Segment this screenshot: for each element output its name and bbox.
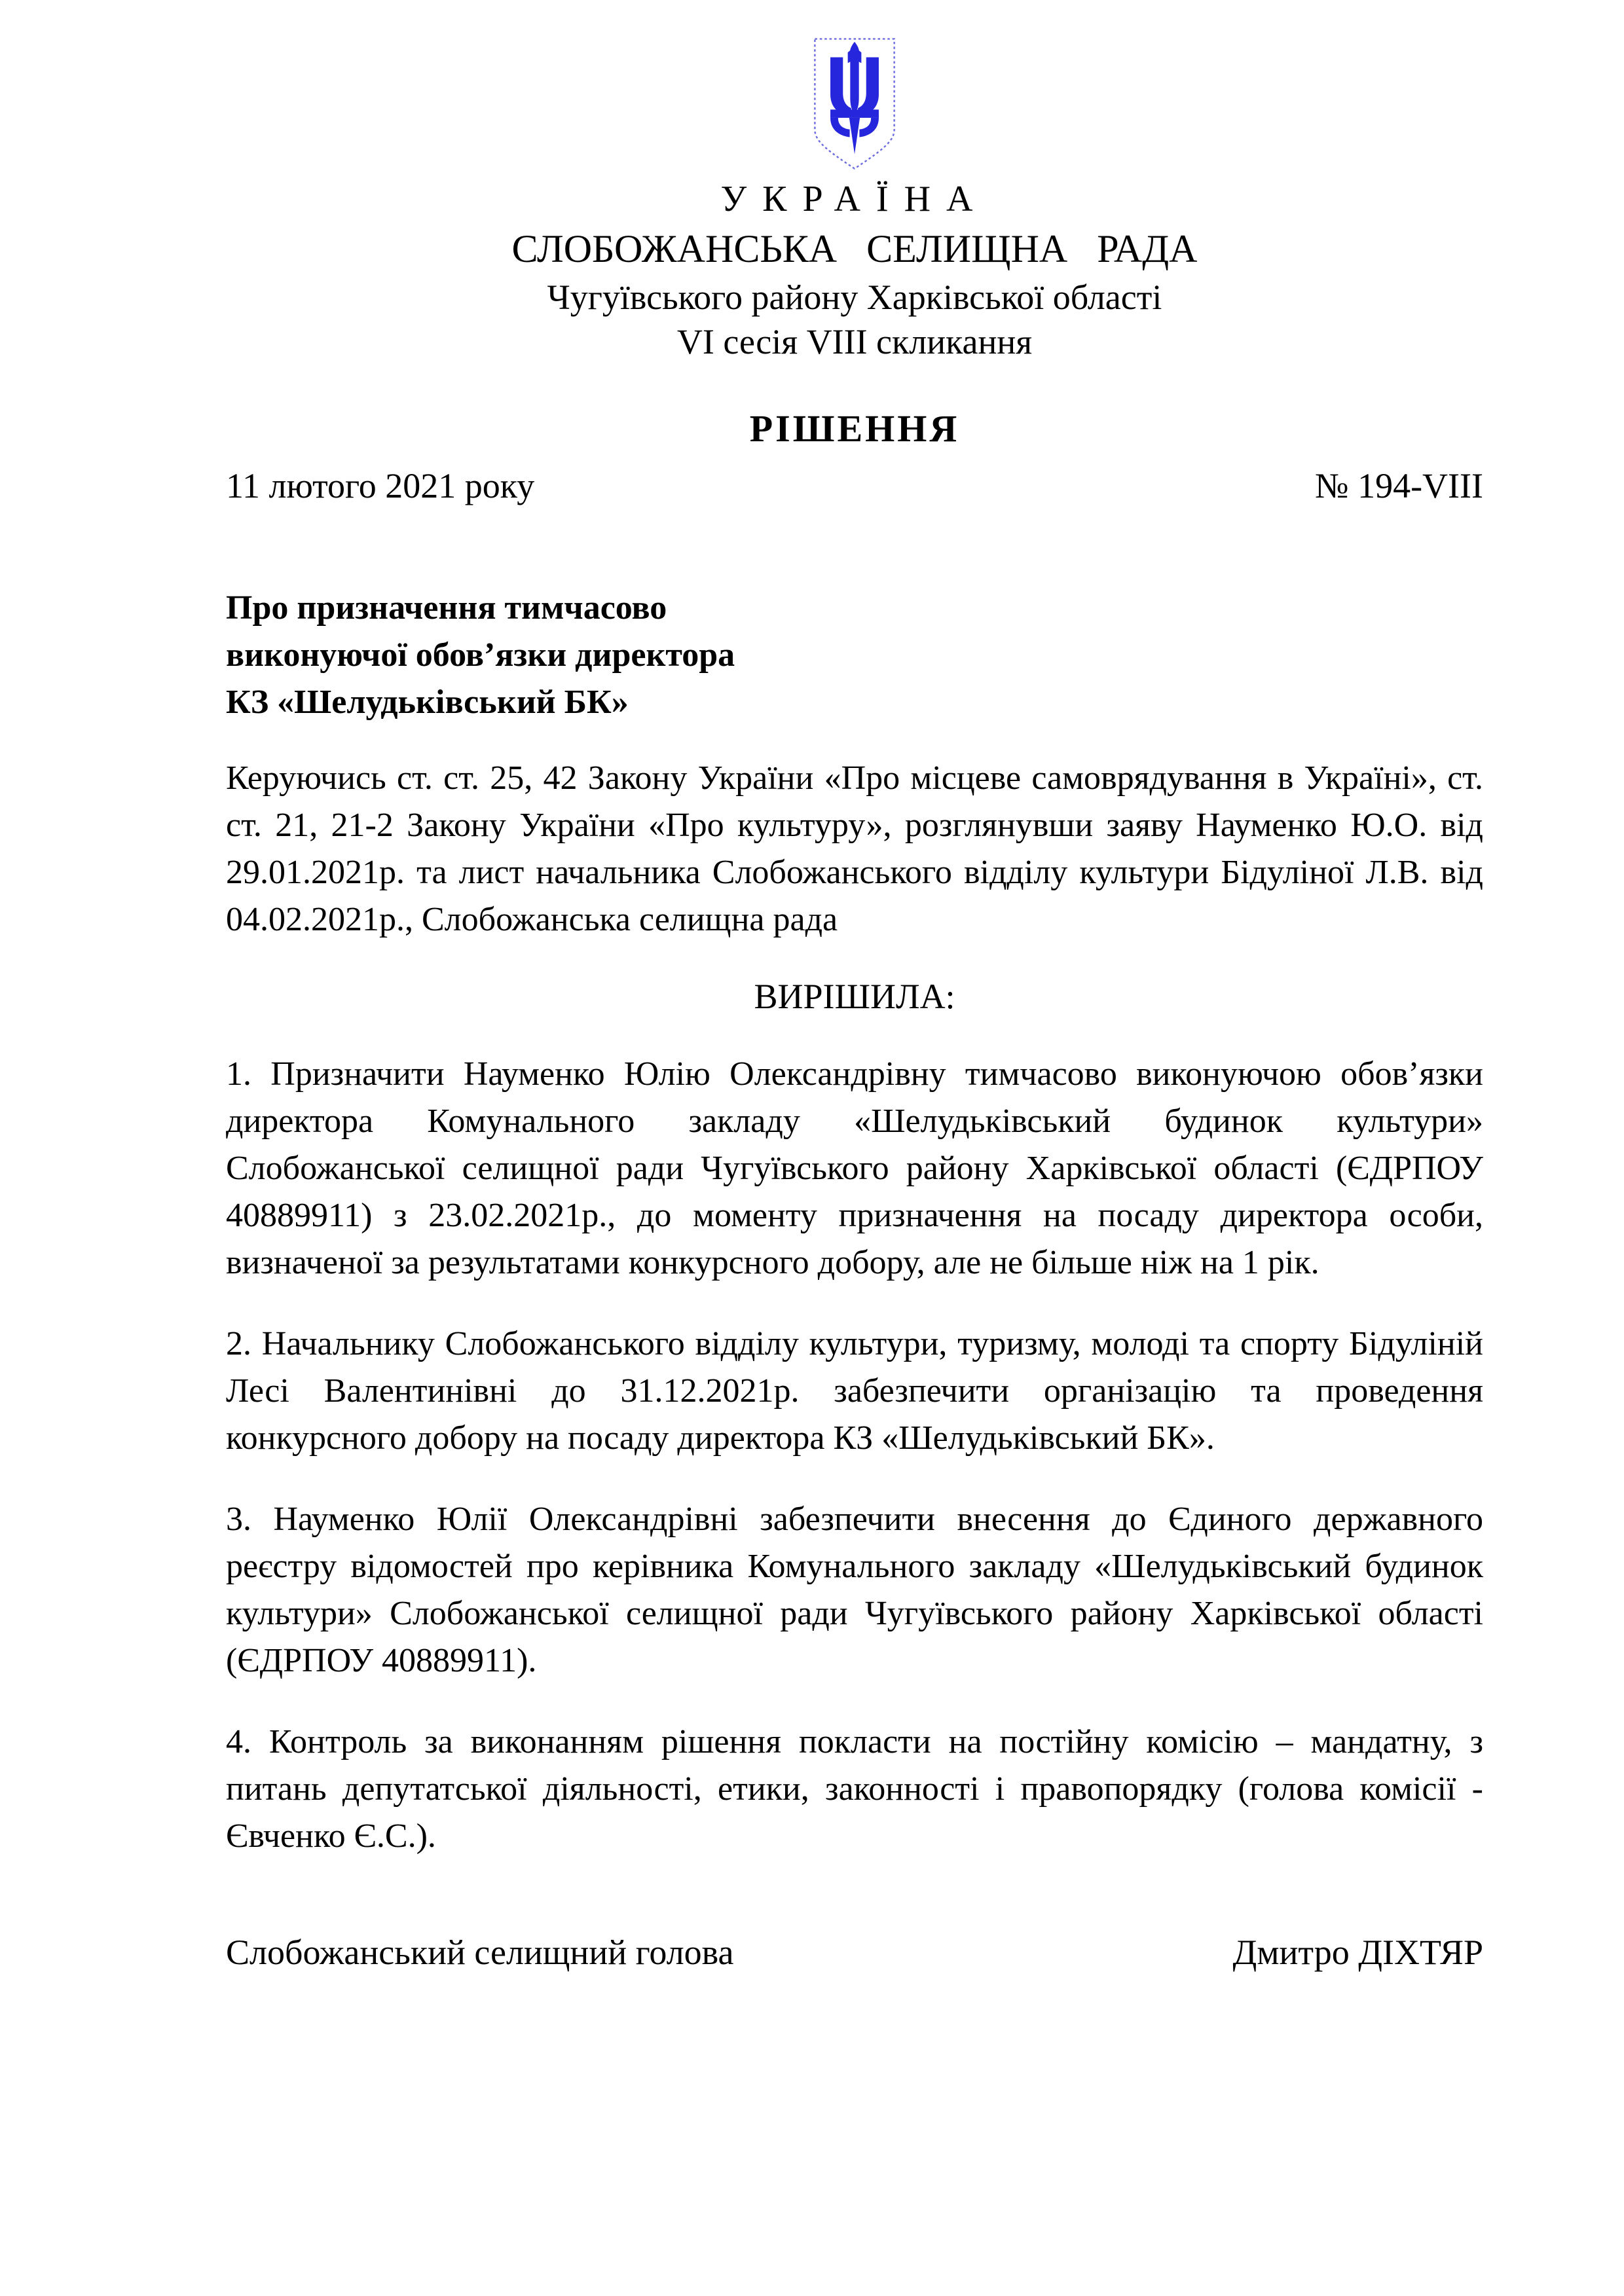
date-number-row (226, 465, 1483, 506)
coat-of-arms-icon (806, 36, 903, 172)
council-name: СЛОБОЖАНСЬКА СЕЛИЩНА РАДА (511, 227, 1198, 270)
resolution-items (226, 1051, 1483, 1860)
session-line: VI сесія VIII скликання (676, 321, 1033, 361)
district-line: Чугуївського району Харківської області (547, 277, 1162, 317)
signer-position: Слобожанський селищний голова (226, 1932, 734, 1972)
resolution-item-1: 1. Призначити Науменко Юлію Олександрівну тимчасово виконуючою обов’язки директора Комунального закладу «Шелудьківський будинок культури» Слобожанської селищної ради Чугуївського району Харківської області (ЄДРПОУ 40889911) з 23.02.2021р., до моменту призначення на посаду директора особи, визначеної за результатами конкурсного добору, але не більше ніж на 1 рік. (226, 1055, 1483, 1281)
signer-name: Дмитро ДІХТЯР (1232, 1932, 1483, 1972)
resolution-item-2: 2. Начальнику Слобожанського відділу культури, туризму, молоді та спорту Бідуліній Лесі Валентинівні до 31.12.2021р. забезпечити організацію та проведення конкурсного добору на посаду директора КЗ «Шелудьківський БК». (226, 1324, 1483, 1457)
country-name: УКРАЇНА (720, 179, 989, 219)
signature-row (226, 1932, 1483, 1973)
resolved-label: ВИРІШИЛА: (754, 976, 955, 1016)
resolution-item-4: 4. Контроль за виконанням рішення покласти на постійну комісію – мандатну, з питань депутатської діяльності, етики, законності і правопорядку (голова комісії - Євченко Є.С.). (226, 1722, 1483, 1855)
subject-line-1: Про призначення тимчасово (226, 589, 667, 627)
subject-line-2: виконуючої обов’язки директора (226, 636, 735, 674)
subject-heading (226, 585, 1483, 726)
document-number: № 194-VIII (1315, 465, 1483, 505)
document-type-title: РІШЕННЯ (749, 407, 960, 450)
document-header (226, 36, 1483, 362)
ukraine-trident-emblem (226, 36, 1483, 172)
subject-line-3: КЗ «Шелудьківський БК» (226, 683, 629, 721)
preamble-paragraph: Керуючись ст. ст. 25, 42 Закону України «Про місцеве самоврядування в Україні», ст. ст. 21, 21-2 Закону України «Про культуру», розглянувши заяву Науменко Ю.О. від 29.01.2021р. та лист начальника Слобожанського відділу культури Бідуліної Л.В. від 04.02.2021р., Слобожанська селищна рада (226, 759, 1483, 938)
resolution-item-3: 3. Науменко Юлії Олександрівні забезпечити внесення до Єдиного державного реєстру відомостей про керівника Комунального закладу «Шелудьківський будинок культури» Слобожанської селищної ради Чугуївського району Харківської області (ЄДРПОУ 40889911). (226, 1500, 1483, 1679)
document-date: 11 лютого 2021 року (226, 465, 535, 505)
